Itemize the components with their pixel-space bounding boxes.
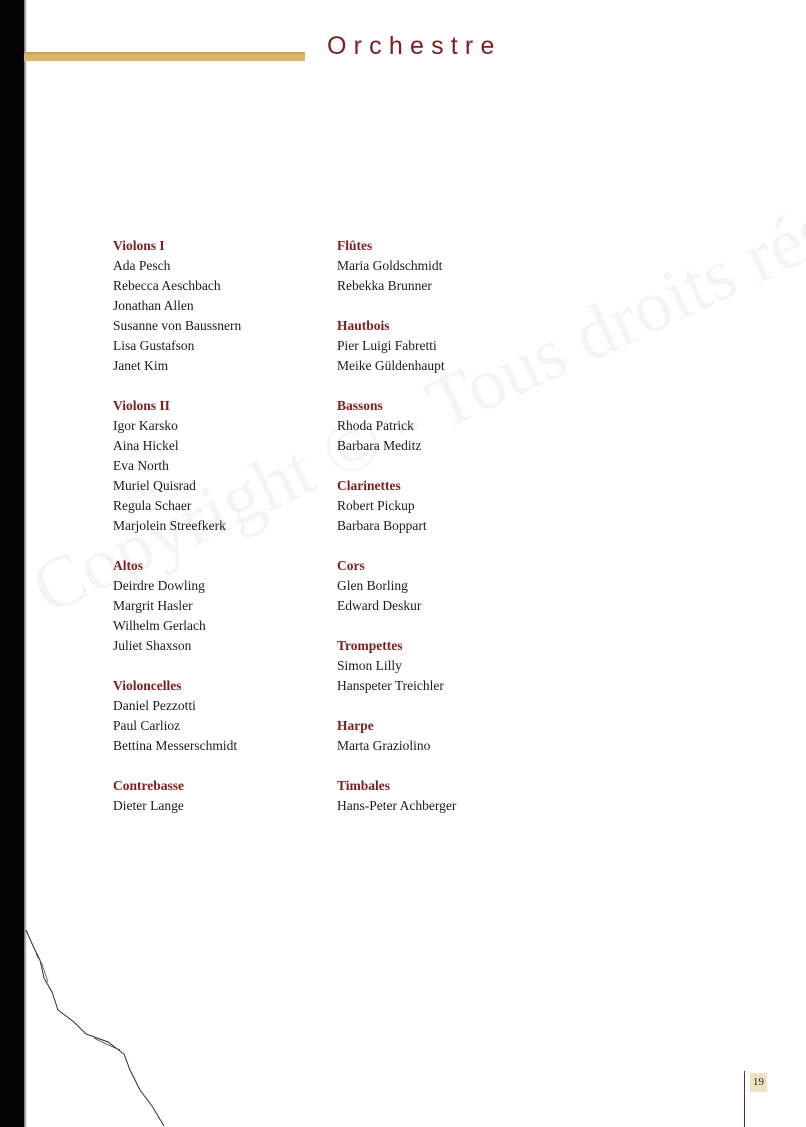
musician-name: Susanne von Baussnern xyxy=(113,318,242,333)
musician-name: Barbara Boppart xyxy=(337,518,427,533)
paper-tear-mark xyxy=(24,930,174,1127)
musician-name: Janet Kim xyxy=(113,358,169,373)
musician-name: Marta Graziolino xyxy=(337,738,431,753)
musician-name: Marjolein Streefkerk xyxy=(113,518,226,533)
musician-name: Regula Schaer xyxy=(113,498,192,513)
musician-name: Paul Carlioz xyxy=(113,718,181,733)
section-heading: Contrebasse xyxy=(113,778,185,793)
section-heading: Bassons xyxy=(337,398,383,413)
section-heading: Flûtes xyxy=(337,238,373,253)
musician-name: Hanspeter Treichler xyxy=(337,678,444,693)
musician-name: Rhoda Patrick xyxy=(337,418,414,433)
section-violons-i xyxy=(113,236,241,376)
page-title: Orchestre xyxy=(327,32,502,60)
section-heading: Violons I xyxy=(113,238,165,253)
section-heading: Altos xyxy=(113,558,143,573)
section-hautbois xyxy=(337,316,456,376)
scan-edge xyxy=(0,0,24,1127)
musician-name: Lisa Gustafson xyxy=(113,338,195,353)
section-timbales xyxy=(337,776,456,816)
section-violons-ii xyxy=(113,396,241,536)
section-violoncelles xyxy=(113,676,241,756)
section-bassons xyxy=(337,396,456,456)
section-heading: Violoncelles xyxy=(113,678,182,693)
musician-name: Margrit Hasler xyxy=(113,598,193,613)
musician-name: Ada Pesch xyxy=(113,258,171,273)
section-heading: Hautbois xyxy=(337,318,390,333)
section-flutes xyxy=(337,236,456,296)
section-heading: Harpe xyxy=(337,718,374,733)
page-number-tab xyxy=(744,1071,767,1127)
musician-name: Barbara Meditz xyxy=(337,438,422,453)
musician-name: Bettina Messerschmidt xyxy=(113,738,238,753)
musician-name: Robert Pickup xyxy=(337,498,415,513)
musician-name: Wilhelm Gerlach xyxy=(113,618,206,633)
musician-name: Aina Hickel xyxy=(113,438,179,453)
title-decoration-bar xyxy=(24,52,305,61)
page-number: 19 xyxy=(750,1073,767,1092)
musician-name: Rebekka Brunner xyxy=(337,278,432,293)
musician-name: Jonathan Allen xyxy=(113,298,194,313)
musician-name: Juliet Shaxson xyxy=(113,638,192,653)
musician-name: Maria Goldschmidt xyxy=(337,258,443,273)
left-column xyxy=(113,236,241,836)
section-clarinettes xyxy=(337,476,456,536)
musician-name: Deirdre Dowling xyxy=(113,578,205,593)
section-cors xyxy=(337,556,456,616)
musician-name: Hans-Peter Achberger xyxy=(337,798,457,813)
section-altos xyxy=(113,556,241,656)
right-column xyxy=(337,236,456,836)
section-heading: Clarinettes xyxy=(337,478,401,493)
musician-name: Muriel Quisrad xyxy=(113,478,196,493)
musician-name: Eva North xyxy=(113,458,169,473)
musician-name: Edward Deskur xyxy=(337,598,422,613)
section-heading: Trompettes xyxy=(337,638,403,653)
section-heading: Violons II xyxy=(113,398,170,413)
musician-name: Glen Borling xyxy=(337,578,408,593)
musician-name: Rebecca Aeschbach xyxy=(113,278,221,293)
section-heading: Cors xyxy=(337,558,365,573)
musician-name: Igor Karsko xyxy=(113,418,178,433)
section-contrebasse xyxy=(113,776,241,816)
musician-name: Daniel Pezzotti xyxy=(113,698,196,713)
section-harpe xyxy=(337,716,456,756)
musician-name: Dieter Lange xyxy=(113,798,184,813)
musician-name: Meike Güldenhaupt xyxy=(337,358,445,373)
section-heading: Timbales xyxy=(337,778,391,793)
musician-name: Simon Lilly xyxy=(337,658,402,673)
musician-name: Pier Luigi Fabretti xyxy=(337,338,437,353)
section-trompettes xyxy=(337,636,456,696)
